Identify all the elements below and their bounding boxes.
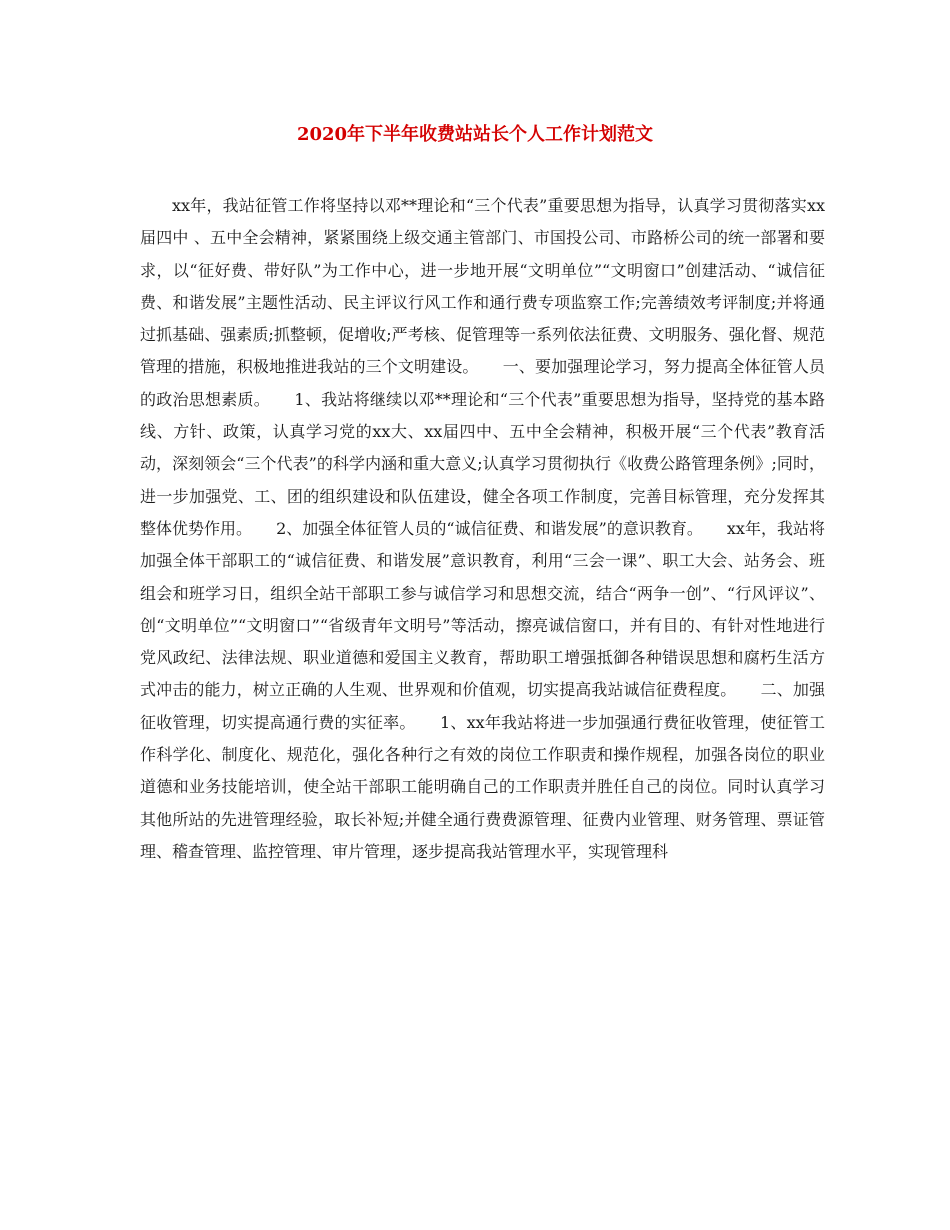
document-body: xx年，我站征管工作将坚持以邓**理论和“三个代表”重要思想为指导，认真学习贯彻落实xx届四中 、五中全会精神，紧紧围绕上级交通主管部门、市国投公司、市路桥公司的统一部署和要求，以“征好费、带好队”为工作中心，进一步地开展“文明单位”“文明窗口”创建活动、“诚信征费、和谐发展”主题性活动、民主评议行风工作和通行费专项监察工作;完善绩效考评制度;并将通过抓基础、强素质;抓整顿，促增收;严考核、促管理等一系列依法征费、文明服务、强化督、规范管理的措施，积极地推进我站的三个文明建设。 一、要加强理论学习，努力提高全体征管人员的政治思想素质。 1、我站将继续以邓**理论和“三个代表”重要思想为指导，坚持党的基本路线、方针、政策，认真学习党的xx大、xx届四中、五中全会精神，积极开展“三个代表”教育活动，深刻领会“三个代表”的科学内涵和重大意义;认真学习贯彻执行《收费公路管理条例》;同时，进一步加强党、工、团的组织建设和队伍建设，健全各项工作制度，完善目标管理，充分发挥其整体优势作用。 2、加强全体征管人员的“诚信征费、和谐发展”的意识教育。 xx年，我站将加强全体干部职工的“诚信征费、和谐发展”意识教育，利用“三会一课”、职工大会、站务会、班组会和班学习日，组织全站干部职工参与诚信学习和思想交流，结合“两争一创”、“行风评议”、创“文明单位”“文明窗口”“省级青年文明号”等活动，擦亮诚信窗口，并有目的、有针对性地进行党风政纪、法律法规、职业道德和爱国主义教育，帮助职工增强抵御各种错误思想和腐朽生活方式冲击的能力，树立正确的人生观、世界观和价值观，切实提高我站诚信征费程度。 二、加强征收管理，切实提高通行费的实征率。 1、xx年我站将进一步加强通行费征收管理，使征管工作科学化、制度化、规范化，强化各种行之有效的岗位工作职责和操作规程，加强各岗位的职业道德和业务技能培训，使全站干部职工能明确自己的工作职责并胜任自己的岗位。同时认真学习其他所站的先进管理经验，取长补短;并健全通行费费源管理、征费内业管理、财务管理、票证管理、稽查管理、监控管理、审片管理，逐步提高我站管理水平，实现管理科 [140,196,825,861]
document-title: 2020年下半年收费站站长个人工作计划范文 [296,124,654,145]
